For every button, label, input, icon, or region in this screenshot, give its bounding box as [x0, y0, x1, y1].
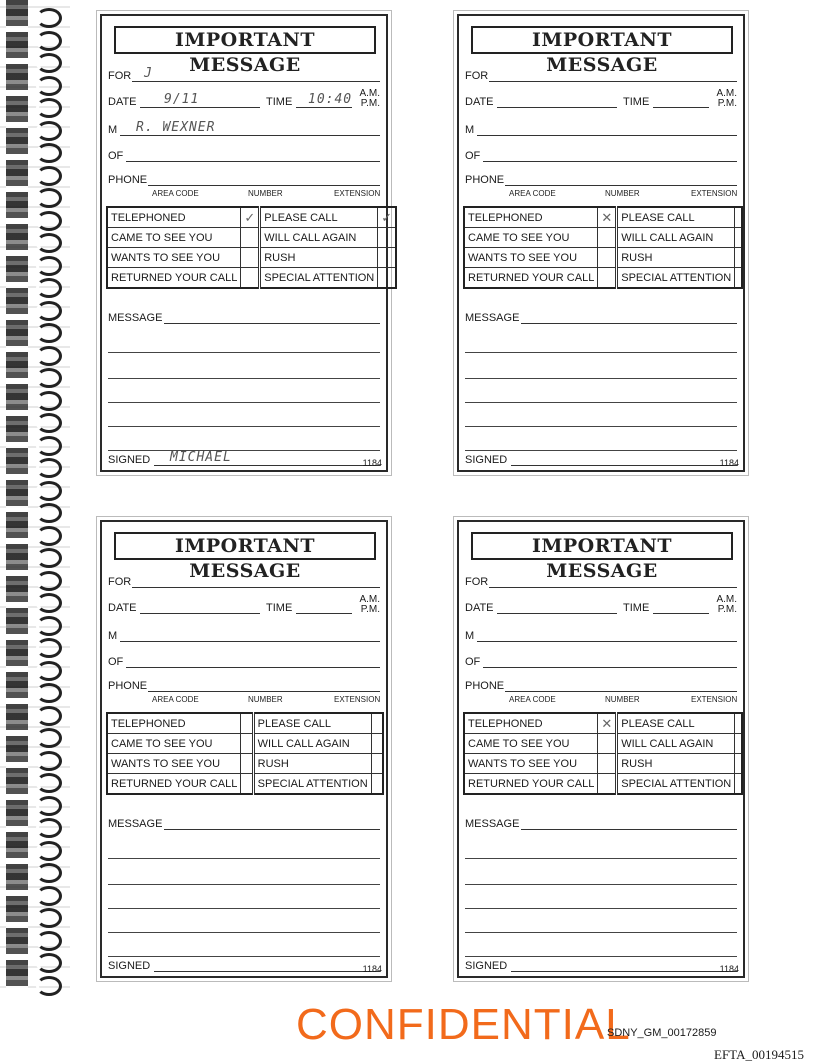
of-field: [108, 652, 380, 670]
binding-ring: [36, 638, 62, 658]
am-label: A.M.: [359, 88, 380, 99]
slip-title: IMPORTANT MESSAGE: [114, 532, 376, 560]
m-line: [120, 641, 380, 642]
checkbox-row: [464, 774, 742, 795]
form-number: 1184: [719, 964, 739, 974]
time-line: [296, 107, 352, 108]
binding-ring: [36, 818, 62, 838]
status-checkbox-table: [463, 206, 743, 289]
extension-label: EXTENSION: [334, 695, 381, 704]
checkbox[interactable]: [735, 734, 743, 754]
checkbox-row: [107, 754, 383, 774]
date-time-field: [108, 88, 380, 110]
pm-label: P.M.: [717, 604, 737, 615]
number-label: NUMBER: [605, 189, 640, 198]
status-checkbox-table: [463, 712, 743, 795]
area-code-label: AREA CODE: [152, 189, 199, 198]
am-label: A.M.: [716, 88, 737, 99]
message-line: [108, 352, 380, 353]
signed-line: [511, 465, 737, 466]
pm-label: P.M.: [717, 98, 737, 109]
for-label: FOR: [465, 576, 489, 588]
for-field: [465, 66, 737, 84]
of-field: [465, 146, 737, 164]
binding-ring: [36, 841, 62, 861]
check-label: RETURNED YOUR CALL: [107, 774, 241, 795]
checkbox[interactable]: [241, 248, 260, 268]
binding-ring: [36, 391, 62, 411]
phone-line: [505, 185, 737, 186]
bates-number: SDNY_GM_00172859: [607, 1027, 717, 1039]
for-line: [132, 81, 380, 82]
message-label: MESSAGE: [108, 312, 163, 324]
checkbox-row: [107, 248, 396, 268]
binding-ring: [36, 188, 62, 208]
of-field: [465, 652, 737, 670]
number-label: NUMBER: [248, 695, 283, 704]
time-line: [296, 613, 352, 614]
time-label: TIME: [623, 602, 650, 614]
slip-title: IMPORTANT MESSAGE: [471, 532, 733, 560]
m-value: R. WEXNER: [136, 120, 216, 135]
for-line: [489, 587, 737, 588]
confidential-stamp: CONFIDENTIAL: [296, 1000, 631, 1049]
signed-label: SIGNED: [108, 454, 151, 466]
check-label: RETURNED YOUR CALL: [464, 774, 598, 795]
for-label: FOR: [108, 70, 132, 82]
binding-ring: [36, 143, 62, 163]
m-label: M: [108, 630, 118, 642]
signed-field: [108, 450, 380, 468]
check-label: WILL CALL AGAIN: [617, 734, 735, 754]
binding-ring: [36, 53, 62, 73]
signed-field: [108, 956, 380, 974]
signed-field: [465, 450, 737, 468]
binding-ring: [36, 728, 62, 748]
binding-ring: [36, 481, 62, 501]
date-time-field: [108, 594, 380, 616]
checkbox[interactable]: [241, 734, 253, 754]
date-label: DATE: [108, 96, 137, 108]
check-label: WILL CALL AGAIN: [260, 228, 378, 248]
message-line: [164, 829, 380, 830]
message-line: [465, 352, 737, 353]
for-label: FOR: [465, 70, 489, 82]
for-label: FOR: [108, 576, 132, 588]
checkbox[interactable]: [735, 774, 743, 795]
form-number: 1184: [719, 458, 739, 468]
for-field: [108, 66, 380, 84]
for-line: [489, 81, 737, 82]
signed-field: [465, 956, 737, 974]
check-label: SPECIAL ATTENTION: [617, 774, 735, 795]
checkbox[interactable]: [598, 734, 617, 754]
binding-ring: [36, 436, 62, 456]
binding-ring: [36, 323, 62, 343]
check-label: WANTS TO SEE YOU: [464, 754, 598, 774]
checkbox[interactable]: [378, 268, 396, 289]
message-line: [108, 908, 380, 909]
extension-label: EXTENSION: [691, 189, 738, 198]
date-value: 9/11: [164, 92, 200, 107]
date-line: [497, 107, 617, 108]
message-line: [465, 378, 737, 379]
message-line: [108, 426, 380, 427]
checkbox-row: [107, 713, 383, 734]
check-label: WANTS TO SEE YOU: [107, 754, 241, 774]
checkbox-row: [107, 207, 396, 228]
message-line: [164, 323, 380, 324]
checkbox[interactable]: [378, 248, 396, 268]
checkbox[interactable]: [735, 228, 743, 248]
m-label: M: [465, 630, 475, 642]
binding-ring: [36, 661, 62, 681]
binding-ring: [36, 706, 62, 726]
binding-ring: [36, 346, 62, 366]
phone-line: [148, 185, 380, 186]
m-line: [477, 135, 737, 136]
check-label: RUSH: [617, 754, 735, 774]
checkbox-row: [464, 228, 742, 248]
for-value: J: [144, 66, 153, 81]
binding-ring: [36, 616, 62, 636]
of-line: [126, 161, 380, 162]
binding-ring: [36, 683, 62, 703]
checkbox[interactable]: ✕: [598, 207, 617, 228]
for-field: [465, 572, 737, 590]
binding-ring: [36, 8, 62, 28]
checkbox[interactable]: [241, 774, 253, 795]
check-label: WANTS TO SEE YOU: [464, 248, 598, 268]
binding-ring: [36, 211, 62, 231]
checkbox-row: [107, 734, 383, 754]
phone-label: PHONE: [108, 174, 148, 186]
status-checkbox-table: [106, 206, 397, 289]
of-label: OF: [465, 150, 481, 162]
binding-ring: [36, 503, 62, 523]
message-slip: [100, 14, 393, 472]
m-line: [120, 135, 380, 136]
binding-rings: [36, 0, 58, 990]
message-slip: [100, 520, 388, 978]
extension-label: EXTENSION: [691, 695, 738, 704]
checkbox-row: [464, 734, 742, 754]
of-field: [108, 146, 380, 164]
message-slip: [457, 520, 745, 978]
checkbox-row: [464, 713, 742, 734]
extension-label: EXTENSION: [334, 189, 381, 198]
check-label: CAME TO SEE YOU: [107, 734, 241, 754]
check-label: PLEASE CALL: [260, 207, 378, 228]
date-line: [140, 107, 260, 108]
checkbox-row: [107, 268, 396, 289]
binding-ring: [36, 121, 62, 141]
binding-ring: [36, 908, 62, 928]
check-label: PLEASE CALL: [617, 207, 735, 228]
message-field: [108, 308, 380, 326]
m-field: [108, 626, 380, 644]
check-label: TELEPHONED: [464, 207, 598, 228]
check-label: WANTS TO SEE YOU: [107, 248, 241, 268]
check-label: SPECIAL ATTENTION: [617, 268, 735, 289]
date-line: [497, 613, 617, 614]
checkbox-row: [464, 754, 742, 774]
binding-ring: [36, 413, 62, 433]
checkbox[interactable]: [378, 228, 396, 248]
checkbox[interactable]: [598, 754, 617, 774]
check-label: SPECIAL ATTENTION: [260, 268, 378, 289]
checkbox[interactable]: [241, 228, 260, 248]
am-pm: [359, 89, 380, 109]
phone-label: PHONE: [465, 174, 505, 186]
binding-edge: [6, 0, 28, 990]
message-line: [465, 884, 737, 885]
binding-ring: [36, 233, 62, 253]
check-label: RETURNED YOUR CALL: [107, 268, 241, 289]
checkbox[interactable]: [735, 754, 743, 774]
number-label: NUMBER: [605, 695, 640, 704]
message-line: [108, 884, 380, 885]
time-label: TIME: [266, 96, 293, 108]
form-number: 1184: [362, 458, 382, 468]
check-label: PLEASE CALL: [253, 713, 371, 734]
am-pm: [716, 595, 737, 615]
message-line: [465, 932, 737, 933]
m-field: [465, 626, 737, 644]
status-checkbox-table: [106, 712, 384, 795]
check-label: WILL CALL AGAIN: [253, 734, 371, 754]
binding-ring: [36, 76, 62, 96]
m-line: [477, 641, 737, 642]
area-code-label: AREA CODE: [509, 189, 556, 198]
checkbox[interactable]: [241, 754, 253, 774]
checkbox-row: [107, 774, 383, 795]
check-label: PLEASE CALL: [617, 713, 735, 734]
message-line: [108, 378, 380, 379]
number-label: NUMBER: [248, 189, 283, 198]
signed-line: [154, 971, 380, 972]
checkbox[interactable]: [371, 713, 383, 734]
area-code-label: AREA CODE: [509, 695, 556, 704]
binding-ring: [36, 976, 62, 996]
check-label: RUSH: [253, 754, 371, 774]
pm-label: P.M.: [360, 604, 380, 615]
check-label: CAME TO SEE YOU: [464, 228, 598, 248]
message-line: [465, 858, 737, 859]
phone-label: PHONE: [108, 680, 148, 692]
message-line: [521, 829, 737, 830]
area-code-label: AREA CODE: [152, 695, 199, 704]
message-line: [108, 932, 380, 933]
time-value: 10:40: [308, 92, 353, 107]
checkbox[interactable]: ✓: [241, 207, 260, 228]
time-label: TIME: [623, 96, 650, 108]
binding-ring: [36, 166, 62, 186]
of-label: OF: [108, 656, 124, 668]
message-label: MESSAGE: [108, 818, 163, 830]
checkbox[interactable]: [598, 774, 617, 795]
date-time-field: [465, 594, 737, 616]
time-line: [653, 613, 709, 614]
check-label: TELEPHONED: [464, 713, 598, 734]
binding-ring: [36, 773, 62, 793]
check-label: WILL CALL AGAIN: [617, 228, 735, 248]
slip-title: IMPORTANT MESSAGE: [114, 26, 376, 54]
binding-ring: [36, 548, 62, 568]
binding-ring: [36, 278, 62, 298]
time-label: TIME: [266, 602, 293, 614]
of-label: OF: [465, 656, 481, 668]
phone-field: [465, 170, 737, 188]
binding-ring: [36, 256, 62, 276]
message-field: [465, 308, 737, 326]
check-label: RUSH: [617, 248, 735, 268]
check-label: SPECIAL ATTENTION: [253, 774, 371, 795]
check-label: RETURNED YOUR CALL: [464, 268, 598, 289]
of-line: [126, 667, 380, 668]
message-slip: [457, 14, 745, 472]
signed-value: MICHAEL: [170, 450, 232, 465]
checkbox-row: [464, 207, 742, 228]
phone-line: [505, 691, 737, 692]
message-line: [108, 858, 380, 859]
signed-label: SIGNED: [465, 960, 508, 972]
binding-ring: [36, 301, 62, 321]
message-line: [465, 908, 737, 909]
phone-line: [148, 691, 380, 692]
date-time-field: [465, 88, 737, 110]
phone-field: [108, 676, 380, 694]
checkbox[interactable]: [735, 207, 743, 228]
phone-field: [465, 676, 737, 694]
checkbox[interactable]: [598, 228, 617, 248]
check-label: CAME TO SEE YOU: [464, 734, 598, 754]
for-line: [132, 587, 380, 588]
binding-ring: [36, 98, 62, 118]
checkbox[interactable]: ✓: [378, 207, 396, 228]
am-label: A.M.: [716, 594, 737, 605]
binding-ring: [36, 593, 62, 613]
of-line: [483, 161, 737, 162]
binding-ring: [36, 931, 62, 951]
message-label: MESSAGE: [465, 818, 520, 830]
signed-label: SIGNED: [108, 960, 151, 972]
checkbox[interactable]: [371, 774, 383, 795]
phone-field: [108, 170, 380, 188]
checkbox[interactable]: [241, 268, 260, 289]
check-label: RUSH: [260, 248, 378, 268]
checkbox-row: [464, 248, 742, 268]
m-label: M: [108, 124, 118, 136]
signed-line: [154, 465, 380, 466]
m-field: [465, 120, 737, 138]
checkbox[interactable]: [735, 248, 743, 268]
checkbox[interactable]: [371, 734, 383, 754]
for-field: [108, 572, 380, 590]
message-line: [521, 323, 737, 324]
of-label: OF: [108, 150, 124, 162]
checkbox[interactable]: ✕: [598, 713, 617, 734]
binding-ring: [36, 571, 62, 591]
spiral-binding: [0, 0, 70, 1000]
message-line: [465, 402, 737, 403]
binding-ring: [36, 953, 62, 973]
checkbox[interactable]: [371, 754, 383, 774]
binding-ring: [36, 368, 62, 388]
message-line: [108, 402, 380, 403]
date-label: DATE: [465, 602, 494, 614]
checkbox[interactable]: [735, 713, 743, 734]
checkbox[interactable]: [598, 248, 617, 268]
check-label: TELEPHONED: [107, 713, 241, 734]
efta-number: EFTA_00194515: [714, 1047, 804, 1062]
binding-ring: [36, 526, 62, 546]
checkbox-row: [464, 268, 742, 289]
binding-ring: [36, 458, 62, 478]
signed-label: SIGNED: [465, 454, 508, 466]
checkbox[interactable]: [598, 268, 617, 289]
pm-label: P.M.: [360, 98, 380, 109]
message-line: [465, 426, 737, 427]
message-label: MESSAGE: [465, 312, 520, 324]
binding-ring: [36, 796, 62, 816]
phone-label: PHONE: [465, 680, 505, 692]
binding-ring: [36, 886, 62, 906]
check-label: TELEPHONED: [107, 207, 241, 228]
date-label: DATE: [465, 96, 494, 108]
am-pm: [359, 595, 380, 615]
binding-ring: [36, 863, 62, 883]
check-label: CAME TO SEE YOU: [107, 228, 241, 248]
binding-ring: [36, 31, 62, 51]
slip-title: IMPORTANT MESSAGE: [471, 26, 733, 54]
date-line: [140, 613, 260, 614]
signed-line: [511, 971, 737, 972]
checkbox[interactable]: [735, 268, 743, 289]
binding-ring: [36, 751, 62, 771]
checkbox-row: [107, 228, 396, 248]
date-label: DATE: [108, 602, 137, 614]
am-pm: [716, 89, 737, 109]
time-line: [653, 107, 709, 108]
form-number: 1184: [362, 964, 382, 974]
am-label: A.M.: [359, 594, 380, 605]
m-field: [108, 120, 380, 138]
message-field: [108, 814, 380, 832]
message-field: [465, 814, 737, 832]
of-line: [483, 667, 737, 668]
checkbox[interactable]: [241, 713, 253, 734]
m-label: M: [465, 124, 475, 136]
